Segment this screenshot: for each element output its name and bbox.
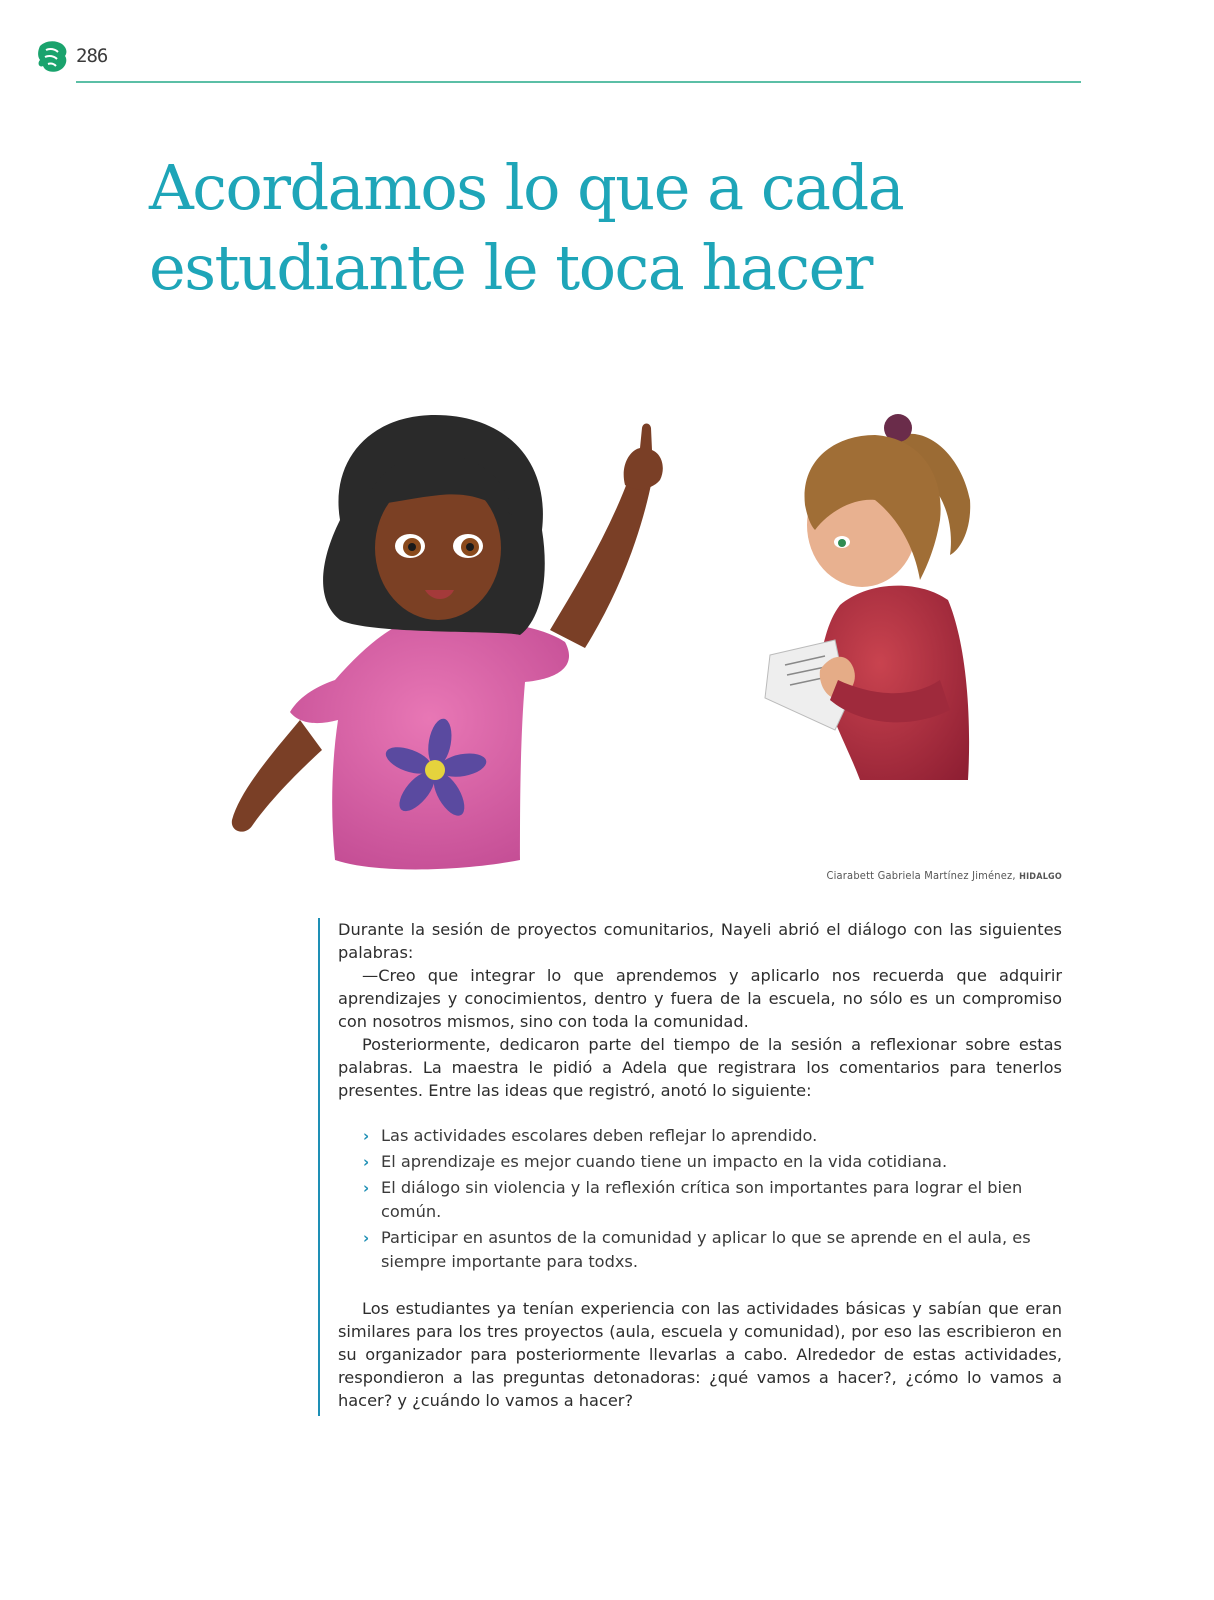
list-item-text: Participar en asuntos de la comunidad y aplicar lo que se aprende en el aula, es siempre importante para todxs. [381, 1228, 1031, 1271]
list-item-text: Las actividades escolares deben reflejar lo aprendido. [381, 1126, 818, 1145]
list-item [363, 1124, 1062, 1148]
bullet-chevron-icon: › [363, 1179, 370, 1197]
list-item-text: El diálogo sin violencia y la reflexión crítica son importantes para lograr el bien común. [381, 1178, 1023, 1221]
page-title [149, 148, 909, 308]
bullet-chevron-icon: › [363, 1153, 370, 1171]
bullet-chevron-icon: › [363, 1229, 370, 1247]
list-item [363, 1226, 1062, 1274]
paragraph-reflection: Posteriormente, dedicaron parte del tiempo de la sesión a reflexionar sobre estas palabras. La maestra le pidió a Adela que registrara los comentarios para tenerlos presentes. Entre las ideas que registró, anotó lo siguiente: [338, 1035, 1062, 1100]
students-illustration [220, 380, 1020, 880]
header-rule [76, 81, 1081, 83]
page-header [36, 36, 1081, 86]
paragraph-conclusion: Los estudiantes ya tenían experiencia con las actividades básicas y sabían que eran similares para los tres proyectos (aula, escuela y comunidad), por eso las escribieron en su organizador para posteriormente llevarlas a cabo. Alrededor de estas actividades, respondieron a las preguntas detonadoras: ¿qué vamos a hacer?, ¿cómo lo vamos a hacer? y ¿cuándo lo vamos a hacer? [338, 1299, 1062, 1410]
body-text-block [318, 918, 1062, 1416]
list-item [363, 1176, 1062, 1224]
credit-region: HIDALGO [1019, 872, 1062, 882]
title-line-1: Acordamos lo que a cada [149, 151, 904, 224]
paragraph-intro: Durante la sesión de proyectos comunitarios, Nayeli abrió el diálogo con las siguientes palabras: [338, 920, 1062, 962]
body-text [338, 918, 1062, 1412]
bullet-chevron-icon: › [363, 1127, 370, 1145]
page-number: 286 [76, 45, 108, 67]
ideas-list [338, 1124, 1062, 1274]
illustration-credit [826, 869, 1062, 882]
girl-writing-figure [765, 414, 970, 780]
list-item-text: El aprendizaje es mejor cuando tiene un impacto en la vida cotidiana. [381, 1152, 948, 1171]
title-line-2: estudiante le toca hacer [149, 231, 872, 304]
list-item [363, 1150, 1062, 1174]
paragraph-quote: —Creo que integrar lo que aprendemos y aplicarlo nos recuerda que adquirir aprendizajes y conocimientos, dentro y fuera de la escuela, no sólo es un compromiso con nosotros mismos, sino con toda la comunidad. [338, 966, 1062, 1031]
girl-pointing-figure [232, 415, 663, 869]
credit-name: Ciarabett Gabriela Martínez Jiménez, [826, 869, 1020, 882]
leaf-book-icon [36, 38, 70, 74]
